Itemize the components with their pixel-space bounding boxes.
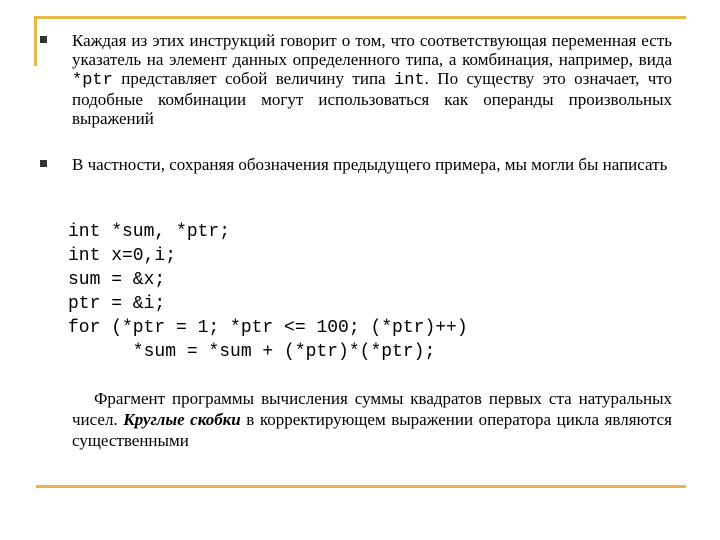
code-line: int x=0,i; xyxy=(68,246,177,266)
code-line: int *sum, *ptr; xyxy=(68,222,231,242)
caption-text: Фрагмент программы вычисления суммы квадратов первых ста натуральных чисел. xyxy=(72,389,672,429)
code-line: *sum = *sum + (*ptr)*(*ptr); xyxy=(68,342,436,362)
inline-code: int xyxy=(394,71,425,90)
paragraph-text: . По существу это означает, что подобные комбинации могут использоваться как операнды произвольных выражений xyxy=(72,69,672,128)
paragraph-text: В частности, сохраняя обозначения предыдущего примера, мы могли бы написать xyxy=(72,155,668,174)
bottom-rule xyxy=(36,485,686,488)
bullet-paragraph-1 xyxy=(72,31,672,128)
code-block xyxy=(68,220,468,364)
bullet-paragraph-2 xyxy=(72,155,672,174)
bullet-marker-1 xyxy=(40,36,47,43)
bullet-marker-2 xyxy=(40,160,47,167)
left-rule xyxy=(34,16,37,66)
caption-emphasis: Круглые скобки xyxy=(123,410,241,429)
code-caption xyxy=(72,388,672,451)
inline-code: *ptr xyxy=(72,71,113,90)
caption-text: в корректирующем выражении оператора цикла являются существенными xyxy=(72,410,672,450)
paragraph-text: представляет собой величину типа xyxy=(112,69,395,88)
code-line: sum = &x; xyxy=(68,270,166,290)
code-line: ptr = &i; xyxy=(68,294,166,314)
top-rule xyxy=(36,16,686,19)
code-line: for (*ptr = 1; *ptr <= 100; (*ptr)++) xyxy=(68,318,468,338)
paragraph-text: Каждая из этих инструкций говорит о том, что соответствующая переменная есть указатель на элемент данных определенного типа, а комбинация, например, вида xyxy=(72,31,672,69)
